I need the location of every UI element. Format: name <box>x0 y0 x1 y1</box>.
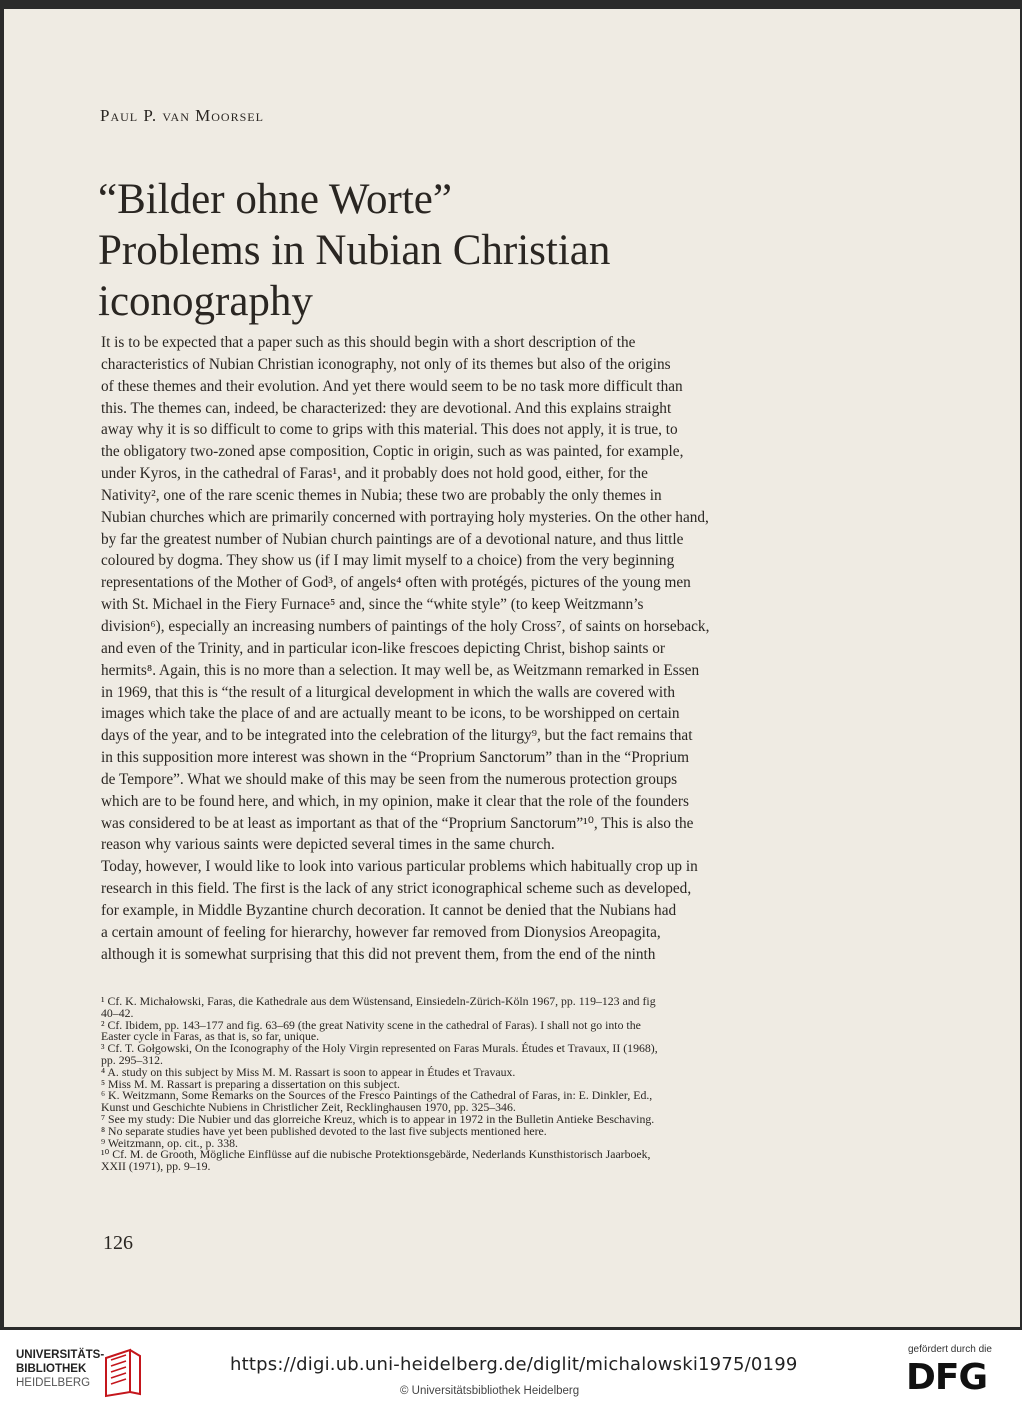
body-line: with St. Michael in the Fiery Furnace⁵ and, since the “white style” (to keep Weitzmann’s <box>101 596 644 614</box>
viewer-footer <box>0 1330 1022 1410</box>
body-line: this. The themes can, indeed, be characterized: they are devotional. And this explains straight <box>101 399 672 417</box>
body-line: away why it is so difficult to come to grips with this material. This does not apply, it is true, to <box>101 421 678 439</box>
body-line: Today, however, I would like to look into various particular problems which habitually crop up in <box>101 858 698 876</box>
footnote-line: ⁴ A. study on this subject by Miss M. M. Rassart is soon to appear in Études et Travaux. <box>101 1064 516 1079</box>
dfg-logo: DFG <box>906 1357 988 1398</box>
library-name-line: BIBLIOTHEK <box>16 1363 87 1375</box>
body-line: the obligatory two-zoned apse composition, Coptic in origin, such as was painted, for example, <box>101 443 684 461</box>
footnotes <box>101 996 841 1173</box>
body-line: characteristics of Nubian Christian iconography, not only of its themes but also of the origins <box>101 355 671 373</box>
footnote-line: XXII (1971), pp. 9–19. <box>101 1159 211 1174</box>
document-page <box>4 9 1020 1327</box>
footnote-line: ¹⁰ Cf. M. de Grooth, Mögliche Einflüsse auf die nubische Protektionsgebärde, Nederlands Kunsthistorisch Jaarboek, <box>101 1147 651 1162</box>
body-line: division⁶), especially an increasing numbers of paintings of the holy Cross⁷, of saints on horseback, <box>101 617 710 635</box>
footnote-line: ⁹ Weitzmann, op. cit., p. 338. <box>101 1135 238 1150</box>
body-text <box>101 332 831 965</box>
title-line: “Bilder ohne Worte” <box>98 176 452 223</box>
body-line: It is to be expected that a paper such as this should begin with a short description of the <box>101 334 636 351</box>
body-line: of these themes and their evolution. And yet there would seem to be no task more difficult than <box>101 377 683 395</box>
footnote-line: 40–42. <box>101 1005 134 1020</box>
body-line: representations of the Mother of God³, of angels⁴ often with protégés, pictures of the young men <box>101 574 691 592</box>
running-head-author: Paul P. van Moorsel <box>100 106 264 125</box>
body-line: reason why various saints were depicted several times in the same church. <box>101 836 555 854</box>
footnote-line: ² Cf. Ibidem, pp. 143–177 and fig. 63–69 (the great Nativity scene in the cathedral of Faras). I shall not go into the <box>101 1017 641 1032</box>
footnote-line: ⁶ K. Weitzmann, Some Remarks on the Sources of the Fresco Paintings of the Cathedral of Faras, in: E. Dinkler, Ed., <box>101 1088 653 1103</box>
footnote-line: ³ Cf. T. Gołgowski, On the Iconography of the Holy Virgin represented on Faras Murals. Études et Travaux, II (1968), <box>101 1041 658 1056</box>
body-line: Nativity², one of the rare scenic themes in Nubia; these two are probably the only themes in <box>101 486 662 504</box>
body-line: although it is somewhat surprising that this did not prevent them, from the end of the ninth <box>101 945 656 963</box>
library-name <box>16 1348 104 1390</box>
footnote-line: pp. 295–312. <box>101 1052 163 1067</box>
footnote-line: ⁵ Miss M. M. Rassart is preparing a dissertation on this subject. <box>101 1076 401 1091</box>
body-line: which are to be found here, and which, in my opinion, make it clear that the role of the founders <box>101 792 689 810</box>
body-line: and even of the Trinity, and in particular icon-like frescoes depicting Christ, bishop saints or <box>101 639 666 657</box>
body-line: a certain amount of feeling for hierarchy, however far removed from Dionysios Areopagita, <box>101 923 661 941</box>
footnote-line: Kunst und Geschichte Nubiens in Christlicher Zeit, Recklinghausen 1970, pp. 325–346. <box>101 1100 516 1115</box>
page-number: 126 <box>103 1232 133 1254</box>
body-line: by far the greatest number of Nubian church paintings are of a devotional nature, and thus little <box>101 530 684 548</box>
title-line: Problems in Nubian Christian <box>98 227 611 274</box>
funder-block[interactable] <box>900 1344 1010 1404</box>
funder-label: gefördert durch die <box>908 1344 992 1355</box>
library-logo[interactable] <box>16 1348 146 1398</box>
body-line: was considered to be at least as important as that of the “Proprium Sanctorum”¹⁰, This is also the <box>101 814 694 832</box>
body-line: Nubian churches which are primarily concerned with portraying holy mysteries. On the other hand, <box>101 508 709 526</box>
body-line: days of the year, and to be integrated into the celebration of the liturgy⁹, but the fact remains that <box>101 727 693 745</box>
library-name-line: UNIVERSITÄTS- <box>16 1349 105 1361</box>
body-line: in this supposition more interest was shown in the “Proprium Sanctorum” than in the “Proprium <box>101 749 690 767</box>
body-line: images which take the place of and are actually meant to be icons, to be worshipped on certain <box>101 705 680 723</box>
body-line: in 1969, that this is “the result of a liturgical development in which the walls are covered with <box>101 683 676 701</box>
body-line: de Tempore”. What we should make of this may be seen from the numerous protection groups <box>101 770 678 788</box>
body-line: coloured by dogma. They show us (if I may limit myself to a choice) from the very beginning <box>101 552 675 570</box>
title-line: iconography <box>98 278 313 325</box>
article-title <box>98 174 798 327</box>
body-line: for example, in Middle Byzantine church decoration. It cannot be denied that the Nubians had <box>101 901 677 919</box>
footnote-line: Easter cycle in Faras, as that is, so far, unique. <box>101 1029 320 1044</box>
library-name-line: HEIDELBERG <box>16 1377 91 1389</box>
permalink-url[interactable]: https://digi.ub.uni-heidelberg.de/diglit/michalowski1975/0199 <box>230 1354 798 1375</box>
footnote-line: ⁸ No separate studies have yet been published devoted to the last five subjects mentioned here. <box>101 1123 547 1138</box>
library-emblem-icon <box>100 1348 144 1398</box>
body-line: hermits⁸. Again, this is no more than a selection. It may well be, as Weitzmann remarked in Essen <box>101 661 700 679</box>
footnote-line: ⁷ See my study: Die Nubier und das glorreiche Kreuz, which is to appear in 1972 in the Bulletin Antieke Beschaving. <box>101 1111 655 1126</box>
footnote-line: ¹ Cf. K. Michałowski, Faras, die Kathedrale aus dem Wüstensand, Einsiedeln-Zürich-Köln 1967, pp. 119–123 and fig <box>101 994 656 1008</box>
body-line: research in this field. The first is the lack of any strict iconographical scheme such as developed, <box>101 880 692 898</box>
body-line: under Kyros, in the cathedral of Faras¹, and it probably does not hold good, either, for the <box>101 465 648 483</box>
copyright-notice: © Universitätsbibliothek Heidelberg <box>400 1385 580 1397</box>
